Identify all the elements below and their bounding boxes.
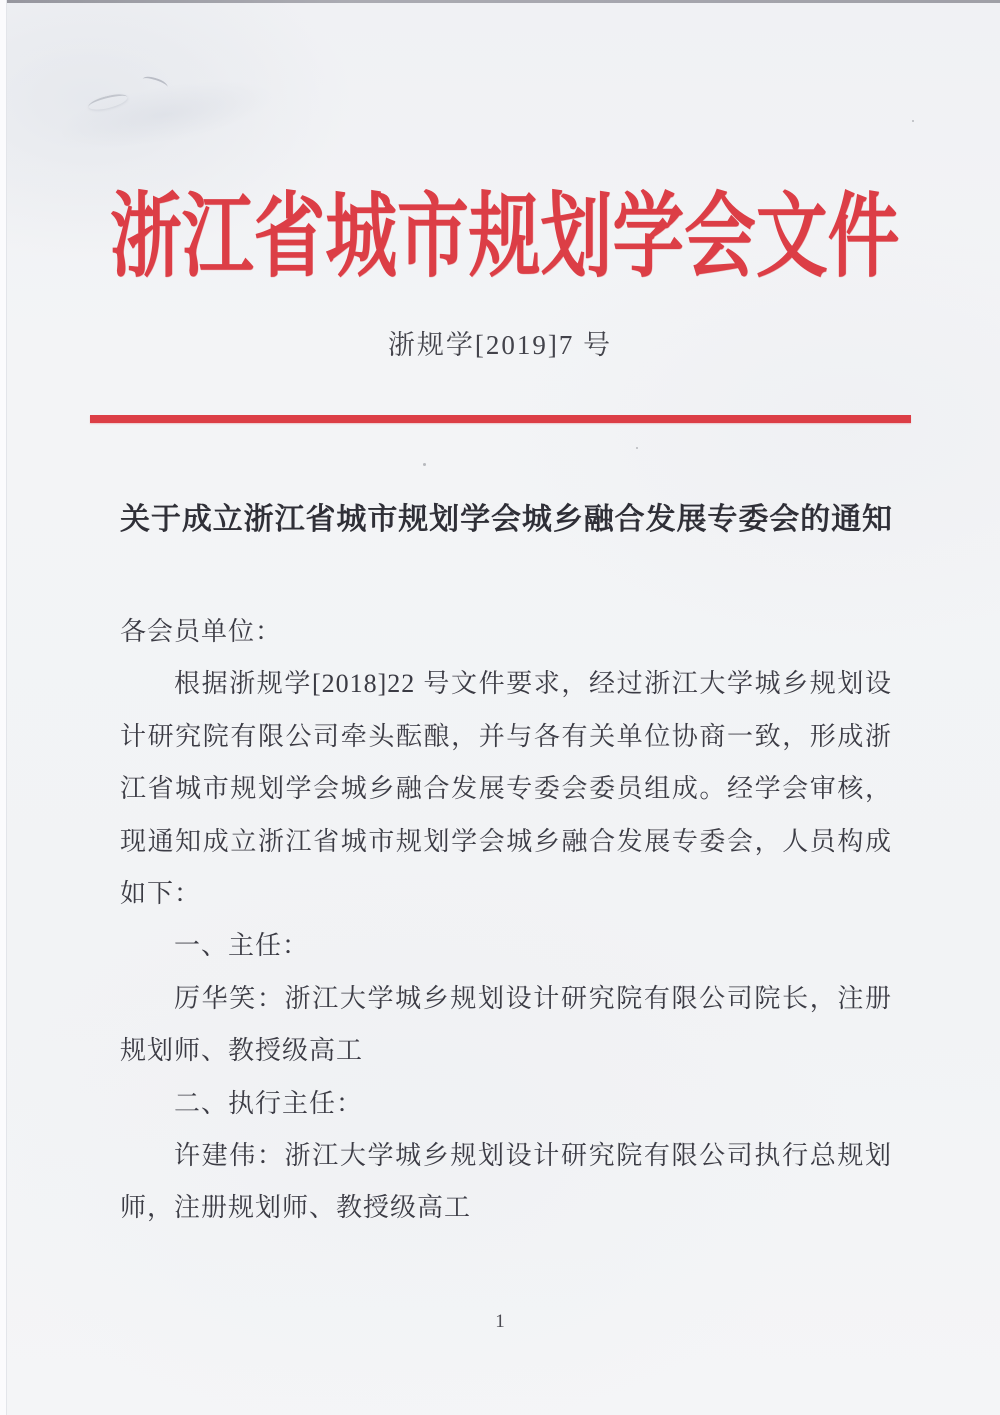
document-body bbox=[120, 606, 892, 1235]
scan-speck bbox=[423, 463, 426, 466]
body-line: 许建伟：浙江大学城乡规划设计研究院有限公司执行总规划 bbox=[174, 1140, 892, 1170]
body-line: 规划师、教授级高工 bbox=[120, 1036, 364, 1066]
body-line: 厉华笑：浙江大学城乡规划设计研究院有限公司院长，注册 bbox=[174, 983, 892, 1013]
body-line: 二、执行主任： bbox=[174, 1088, 364, 1118]
scan-top-edge-artifact bbox=[0, 0, 1000, 3]
red-divider-line bbox=[90, 415, 911, 423]
body-line: 现通知成立浙江省城市规划学会城乡融合发展专委会，人员构成 bbox=[120, 826, 892, 856]
paper-crease-shadow bbox=[55, 48, 325, 172]
scan-speck bbox=[636, 447, 638, 449]
body-line: 根据浙规学[2018]22 号文件要求，经过浙江大学城乡规划设 bbox=[174, 669, 892, 699]
paper-crease-mark bbox=[141, 74, 169, 92]
letterhead-title: 浙江省城市规划学会文件 bbox=[110, 186, 900, 288]
document-number: 浙规学[2019]7 号 bbox=[387, 330, 613, 360]
body-line: 江省城市规划学会城乡融合发展专委会委员组成。经学会审核， bbox=[120, 774, 892, 804]
subject-title: 关于成立浙江省城市规划学会城乡融合发展专委会的通知 bbox=[120, 503, 892, 536]
page-number: 1 bbox=[495, 1311, 505, 1332]
scan-speck bbox=[912, 120, 914, 122]
body-line: 师，注册规划师、教授级高工 bbox=[120, 1193, 472, 1223]
body-line: 计研究院有限公司牵头酝酿，并与各有关单位协商一致，形成浙 bbox=[120, 721, 892, 751]
body-line: 各会员单位： bbox=[120, 617, 283, 646]
scan-left-edge-strip bbox=[0, 0, 7, 1415]
body-line: 一、主任： bbox=[174, 931, 310, 961]
paper-crease-mark bbox=[87, 91, 129, 112]
body-line: 如下： bbox=[120, 878, 202, 908]
